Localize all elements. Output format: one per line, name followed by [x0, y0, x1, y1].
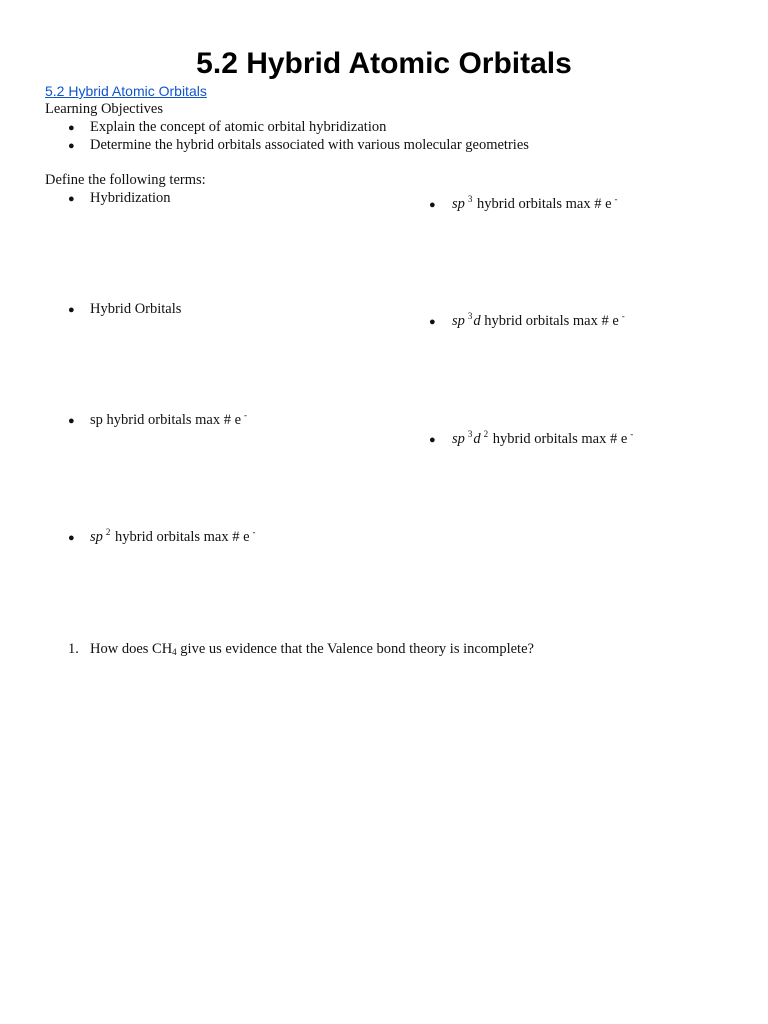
- bullet-icon: ●: [68, 532, 75, 544]
- page-title: 5.2 Hybrid Atomic Orbitals: [196, 47, 572, 80]
- bullet-icon: ●: [429, 199, 436, 211]
- objective-item-2: Determine the hybrid orbitals associated with various molecular geometries: [90, 137, 529, 153]
- bullet-icon: ●: [429, 434, 436, 446]
- term-sp3d: sp $^3$d hybrid orbitals max # e -: [452, 311, 625, 329]
- question-1: How does $CH_4$ give us evidence that the Valence bond theory is incomplete?: [90, 641, 534, 657]
- term-sp2: sp $^2$ hybrid orbitals max # e -: [90, 527, 256, 545]
- term-sp3d2: sp $^3$d $^2$ hybrid orbitals max # e -: [452, 429, 634, 447]
- term-sp3: sp $^3$ hybrid orbitals max # e -: [452, 194, 618, 212]
- term-hybrid-orbitals: Hybrid Orbitals: [90, 301, 182, 317]
- bullet-icon: ●: [429, 316, 436, 328]
- question-number: 1.: [68, 641, 79, 657]
- bullet-icon: ●: [68, 415, 75, 427]
- objectives-heading: Learning Objectives: [45, 101, 163, 117]
- source-link[interactable]: 5.2 Hybrid Atomic Orbitals: [45, 83, 207, 99]
- bullet-icon: ●: [68, 193, 75, 205]
- define-heading: Define the following terms:: [45, 172, 206, 188]
- objective-item-1: Explain the concept of atomic orbital hybridization: [90, 119, 387, 135]
- bullet-icon: ●: [68, 122, 75, 134]
- term-sp: sp hybrid orbitals max # e -: [90, 410, 248, 428]
- bullet-icon: ●: [68, 140, 75, 152]
- bullet-icon: ●: [68, 304, 75, 316]
- term-hybridization: Hybridization: [90, 190, 171, 206]
